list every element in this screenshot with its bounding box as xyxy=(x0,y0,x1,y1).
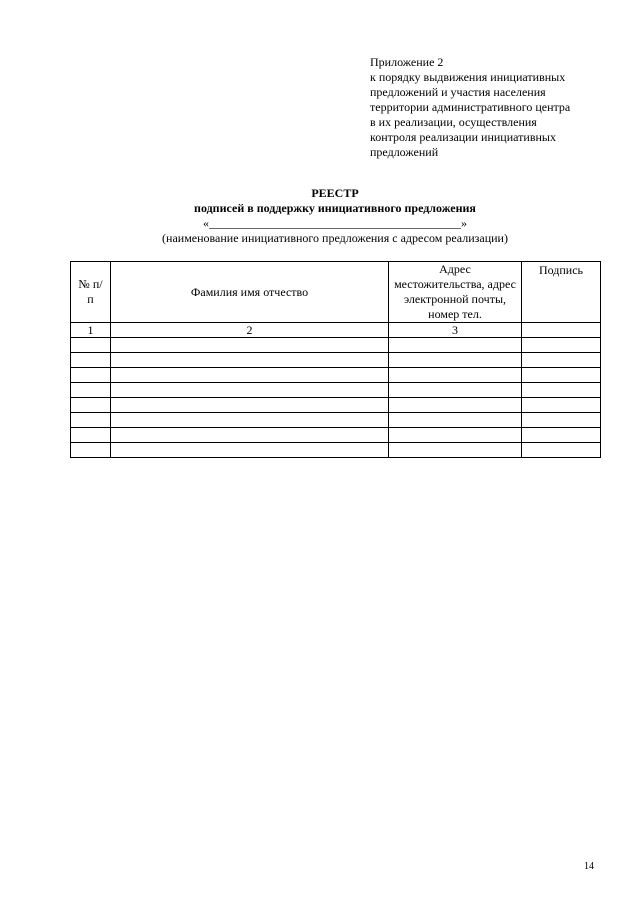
page-number: 14 xyxy=(584,861,594,872)
table-row xyxy=(71,398,601,413)
table-cell xyxy=(71,443,111,458)
table-cell xyxy=(522,413,601,428)
table-cell xyxy=(389,353,522,368)
document-subheading: подписей в поддержку инициативного предложения xyxy=(194,201,476,215)
table-cell xyxy=(522,443,601,458)
table-cell xyxy=(111,383,389,398)
appendix-line: в их реализации, осуществления xyxy=(370,115,537,129)
table-cell xyxy=(71,428,111,443)
column-number: 2 xyxy=(111,323,389,338)
appendix-line: к порядку выдвижения инициативных xyxy=(370,70,566,84)
table-cell xyxy=(71,368,111,383)
appendix-line: Приложение 2 xyxy=(370,55,444,69)
table-cell xyxy=(71,353,111,368)
header-signature: Подпись xyxy=(522,262,601,323)
table-row xyxy=(71,383,601,398)
table-cell xyxy=(522,383,601,398)
table-cell xyxy=(389,338,522,353)
table-row xyxy=(71,443,601,458)
proposal-name-blank: «__________________________________________» xyxy=(203,216,467,230)
document-heading: РЕЕСТР xyxy=(311,186,359,200)
column-number-row xyxy=(71,323,601,338)
table-cell xyxy=(111,398,389,413)
appendix-line: территории административного центра xyxy=(370,100,571,114)
appendix-line: контроля реализации инициативных xyxy=(370,130,556,144)
appendix-line: предложений xyxy=(370,145,439,159)
column-number: 1 xyxy=(71,323,111,338)
table-cell xyxy=(522,338,601,353)
table-row xyxy=(71,413,601,428)
table-cell xyxy=(389,443,522,458)
table-row xyxy=(71,368,601,383)
document-title-block xyxy=(0,186,640,246)
column-number xyxy=(522,323,601,338)
table-cell xyxy=(389,413,522,428)
header-address: Адрес местожительства, адрес электронной почты, номер тел. xyxy=(389,262,522,323)
table-cell xyxy=(111,368,389,383)
table-cell xyxy=(111,413,389,428)
table-cell xyxy=(111,443,389,458)
proposal-name-caption: (наименование инициативного предложения с адресом реализации) xyxy=(162,231,508,245)
table-cell xyxy=(71,383,111,398)
table-cell xyxy=(522,353,601,368)
table-row xyxy=(71,428,601,443)
table-row xyxy=(71,353,601,368)
appendix-line: предложений и участия населения xyxy=(370,85,546,99)
table-cell xyxy=(389,383,522,398)
signature-registry-table xyxy=(70,261,601,458)
header-full-name: Фамилия имя отчество xyxy=(111,262,389,323)
header-number: № п/п xyxy=(71,262,111,323)
table-cell xyxy=(111,338,389,353)
table-cell xyxy=(389,368,522,383)
appendix-note xyxy=(370,55,610,160)
table-cell xyxy=(111,353,389,368)
table-cell xyxy=(71,338,111,353)
table-row xyxy=(71,338,601,353)
column-number: 3 xyxy=(389,323,522,338)
table-cell xyxy=(522,368,601,383)
table-cell xyxy=(522,428,601,443)
table-cell xyxy=(71,398,111,413)
table-cell xyxy=(389,428,522,443)
table-header-row xyxy=(71,262,601,323)
table-cell xyxy=(71,413,111,428)
table-cell xyxy=(389,398,522,413)
table-cell xyxy=(111,428,389,443)
table-cell xyxy=(522,398,601,413)
